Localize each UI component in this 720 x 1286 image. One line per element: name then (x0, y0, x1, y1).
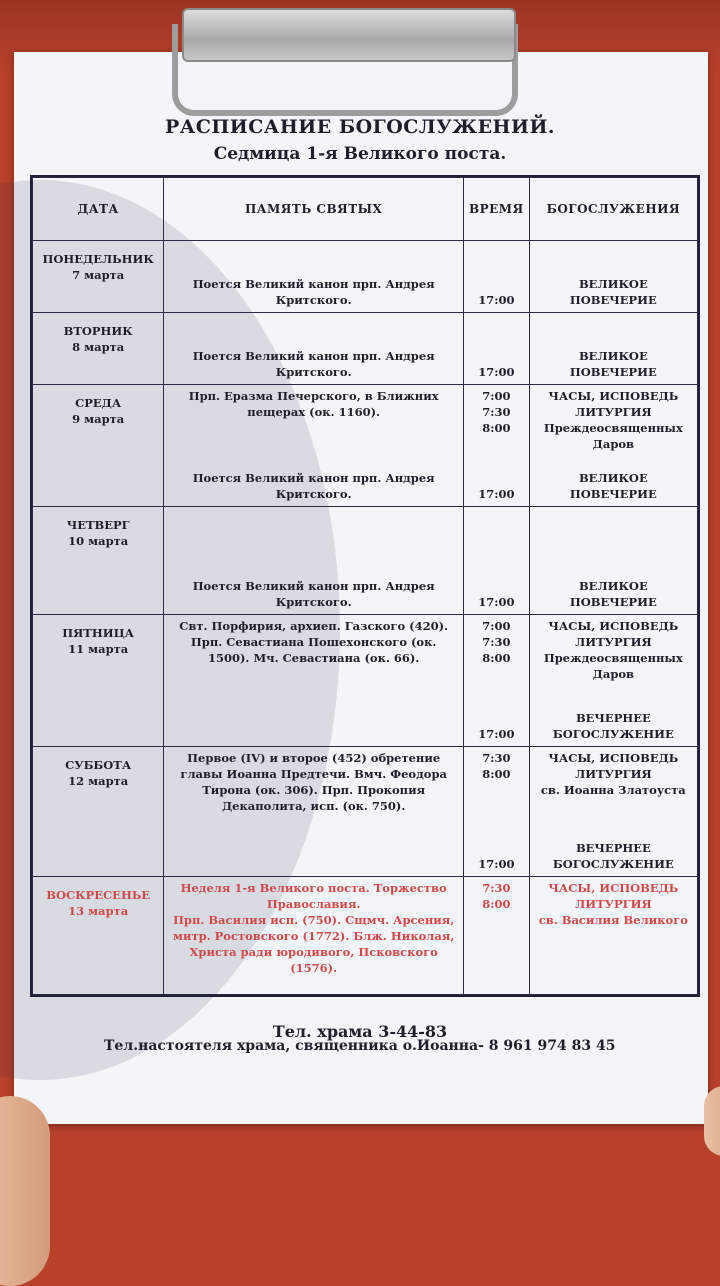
row-services (529, 615, 697, 747)
table-row (33, 615, 698, 747)
service-top: ЧАСЫ, ИСПОВЕДЬ ЛИТУРГИЯ Преждеосвященных Даров (543, 619, 683, 681)
time-top: 7:00 7:30 8:00 (482, 619, 511, 665)
table-row (33, 241, 698, 313)
memory-top: Неделя 1-я Великого поста. Торжество Православия. Прп. Василия исп. (750). Сщмч. Арсения, митр. Ростовского (1772). Блж. Николая, Христа ради юродивого, Псковского (1576). (172, 881, 455, 975)
clip-plate (182, 8, 516, 62)
memory-bottom: Поется Великий канон прп. Андрея Критского. (192, 471, 435, 501)
row-date: ПОНЕДЕЛЬНИК 7 марта (33, 241, 164, 313)
row-memory (164, 507, 464, 615)
header-time: ВРЕМЯ (464, 178, 530, 241)
time-bottom: 17:00 (478, 857, 515, 871)
row-time (464, 313, 530, 385)
table-row (33, 877, 698, 995)
table-row (33, 313, 698, 385)
clipboard-clip (172, 8, 522, 118)
row-services (529, 385, 697, 507)
row-date: ВОСКРЕСЕНЬЕ 13 марта (33, 877, 164, 995)
header-memory: ПАМЯТЬ СВЯТЫХ (164, 178, 464, 241)
service-top: ЧАСЫ, ИСПОВЕДЬ ЛИТУРГИЯ св. Иоанна Златоуста (540, 751, 686, 797)
time-bottom: 17:00 (478, 595, 515, 609)
time-top: 7:30 8:00 (482, 881, 511, 911)
service-top: ЧАСЫ, ИСПОВЕДЬ ЛИТУРГИЯ Преждеосвященных Даров (543, 389, 683, 451)
time-top: 7:30 8:00 (482, 751, 511, 781)
row-time (464, 877, 530, 995)
row-services (529, 241, 697, 313)
row-memory (164, 241, 464, 313)
row-memory (164, 877, 464, 995)
table-row (33, 507, 698, 615)
time-bottom: 17:00 (478, 365, 515, 379)
memory-top: Свт. Порфирия, архиеп. Газского (420). Прп. Севастиана Пошехонского (ок. 1500). Мч. Севастиана (ок. 66). (179, 619, 449, 665)
row-date: ВТОРНИК 8 марта (33, 313, 164, 385)
row-memory (164, 615, 464, 747)
service-bottom: ВЕЧЕРНЕЕ БОГОСЛУЖЕНИЕ (552, 711, 674, 741)
memory-top: Прп. Еразма Печерского, в Ближних пещерах (ок. 1160). (188, 389, 439, 419)
row-time (464, 615, 530, 747)
right-fingertip (704, 1086, 720, 1156)
schedule-table (30, 175, 700, 997)
row-memory (164, 313, 464, 385)
memory-bottom: Поется Великий канон прп. Андрея Критского. (192, 349, 435, 379)
page-subtitle: Седмица 1-я Великого поста. (213, 144, 507, 164)
row-services (529, 877, 697, 995)
row-date: ЧЕТВЕРГ 10 марта (33, 507, 164, 615)
row-date: СУББОТА 12 марта (33, 747, 164, 877)
table-row (33, 747, 698, 877)
row-time (464, 385, 530, 507)
time-bottom: 17:00 (478, 293, 515, 307)
temple-phone: Тел. храма 3-44-83 (272, 1022, 448, 1041)
row-time (464, 507, 530, 615)
time-bottom: 17:00 (478, 727, 515, 741)
service-bottom: ВЕЛИКОЕ ПОВЕЧЕРИЕ (569, 579, 657, 609)
service-bottom: ВЕЛИКОЕ ПОВЕЧЕРИЕ (569, 349, 657, 379)
table-header-row (33, 178, 698, 241)
row-time (464, 747, 530, 877)
memory-top: Первое (IV) и второе (452) обрeтение главы Иоанна Предтечи. Вмч. Феодора Тирона (ок. 306). Прп. Прокопия Декаполита, исп. (ок. 750). (180, 751, 447, 813)
left-thumb (0, 1096, 50, 1286)
time-top: 7:00 7:30 8:00 (482, 389, 511, 435)
table-row (33, 385, 698, 507)
row-services (529, 313, 697, 385)
service-bottom: ВЕЧЕРНЕЕ БОГОСЛУЖЕНИЕ (552, 841, 674, 871)
page-title: РАСПИСАНИЕ БОГОСЛУЖЕНИЙ. (164, 116, 556, 138)
service-bottom: ВЕЛИКОЕ ПОВЕЧЕРИЕ (569, 277, 657, 307)
row-memory (164, 385, 464, 507)
header-services: БОГОСЛУЖЕНИЯ (529, 178, 697, 241)
service-top: ЧАСЫ, ИСПОВЕДЬ ЛИТУРГИЯ св. Василия Великого (538, 881, 688, 927)
memory-bottom: Поется Великий канон прп. Андрея Критского. (192, 277, 435, 307)
row-memory (164, 747, 464, 877)
row-time (464, 241, 530, 313)
header-date: ДАТА (33, 178, 164, 241)
service-bottom: ВЕЛИКОЕ ПОВЕЧЕРИЕ (569, 471, 657, 501)
row-services (529, 507, 697, 615)
memory-bottom: Поется Великий канон прп. Андрея Критского. (192, 579, 435, 609)
row-services (529, 747, 697, 877)
row-date: СРЕДА 9 марта (33, 385, 164, 507)
row-date: ПЯТНИЦА 11 марта (33, 615, 164, 747)
time-bottom: 17:00 (478, 487, 515, 501)
rector-phone: Тел.настоятеля храма, священника о.Иоанна- 8 961 974 83 45 (104, 1038, 616, 1054)
